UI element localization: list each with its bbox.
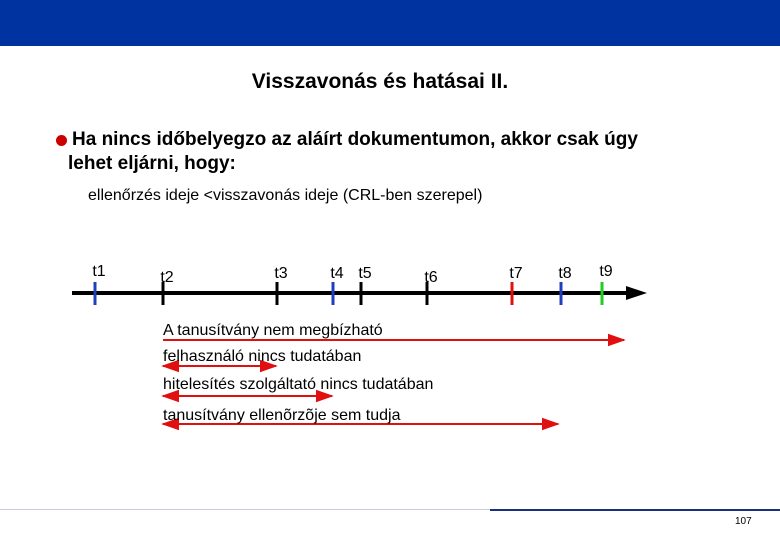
- time-span-label: tanusítvány ellenõrzõje sem tudja: [163, 407, 401, 424]
- tick-label-t2: t2: [160, 269, 174, 286]
- tick-label-t4: t4: [330, 265, 344, 282]
- tick-label-t6: t6: [424, 269, 438, 286]
- time-span-label: A tanusítvány nem megbízható: [163, 322, 383, 339]
- tick-label-t5: t5: [358, 265, 372, 282]
- footer-accent: [490, 509, 780, 511]
- tick-label-t1: t1: [92, 263, 106, 280]
- main-bullet-line2: lehet eljárni, hogy:: [68, 153, 236, 174]
- timeline-arrowhead: [626, 286, 647, 300]
- page-number: 107: [735, 516, 752, 527]
- timeline-ticks: [92, 263, 612, 305]
- sub-bullet: ellenőrzés ideje <visszavonás ideje (CRL-ben szerepel): [88, 187, 483, 204]
- tick-label-t9: t9: [599, 263, 613, 280]
- timeline-arrows: [163, 322, 624, 424]
- tick-label-t7: t7: [509, 265, 523, 282]
- tick-label-t3: t3: [274, 265, 288, 282]
- time-span-label: hitelesítés szolgáltató nincs tudatában: [163, 376, 434, 393]
- main-bullet-line1: Ha nincs időbelyegzo az aláírt dokumentumon, akkor csak úgy: [72, 129, 638, 150]
- slide-title: Visszavonás és hatásai II.: [251, 70, 509, 93]
- time-span-label: felhasználó nincs tudatában: [163, 348, 362, 365]
- tick-label-t8: t8: [558, 265, 572, 282]
